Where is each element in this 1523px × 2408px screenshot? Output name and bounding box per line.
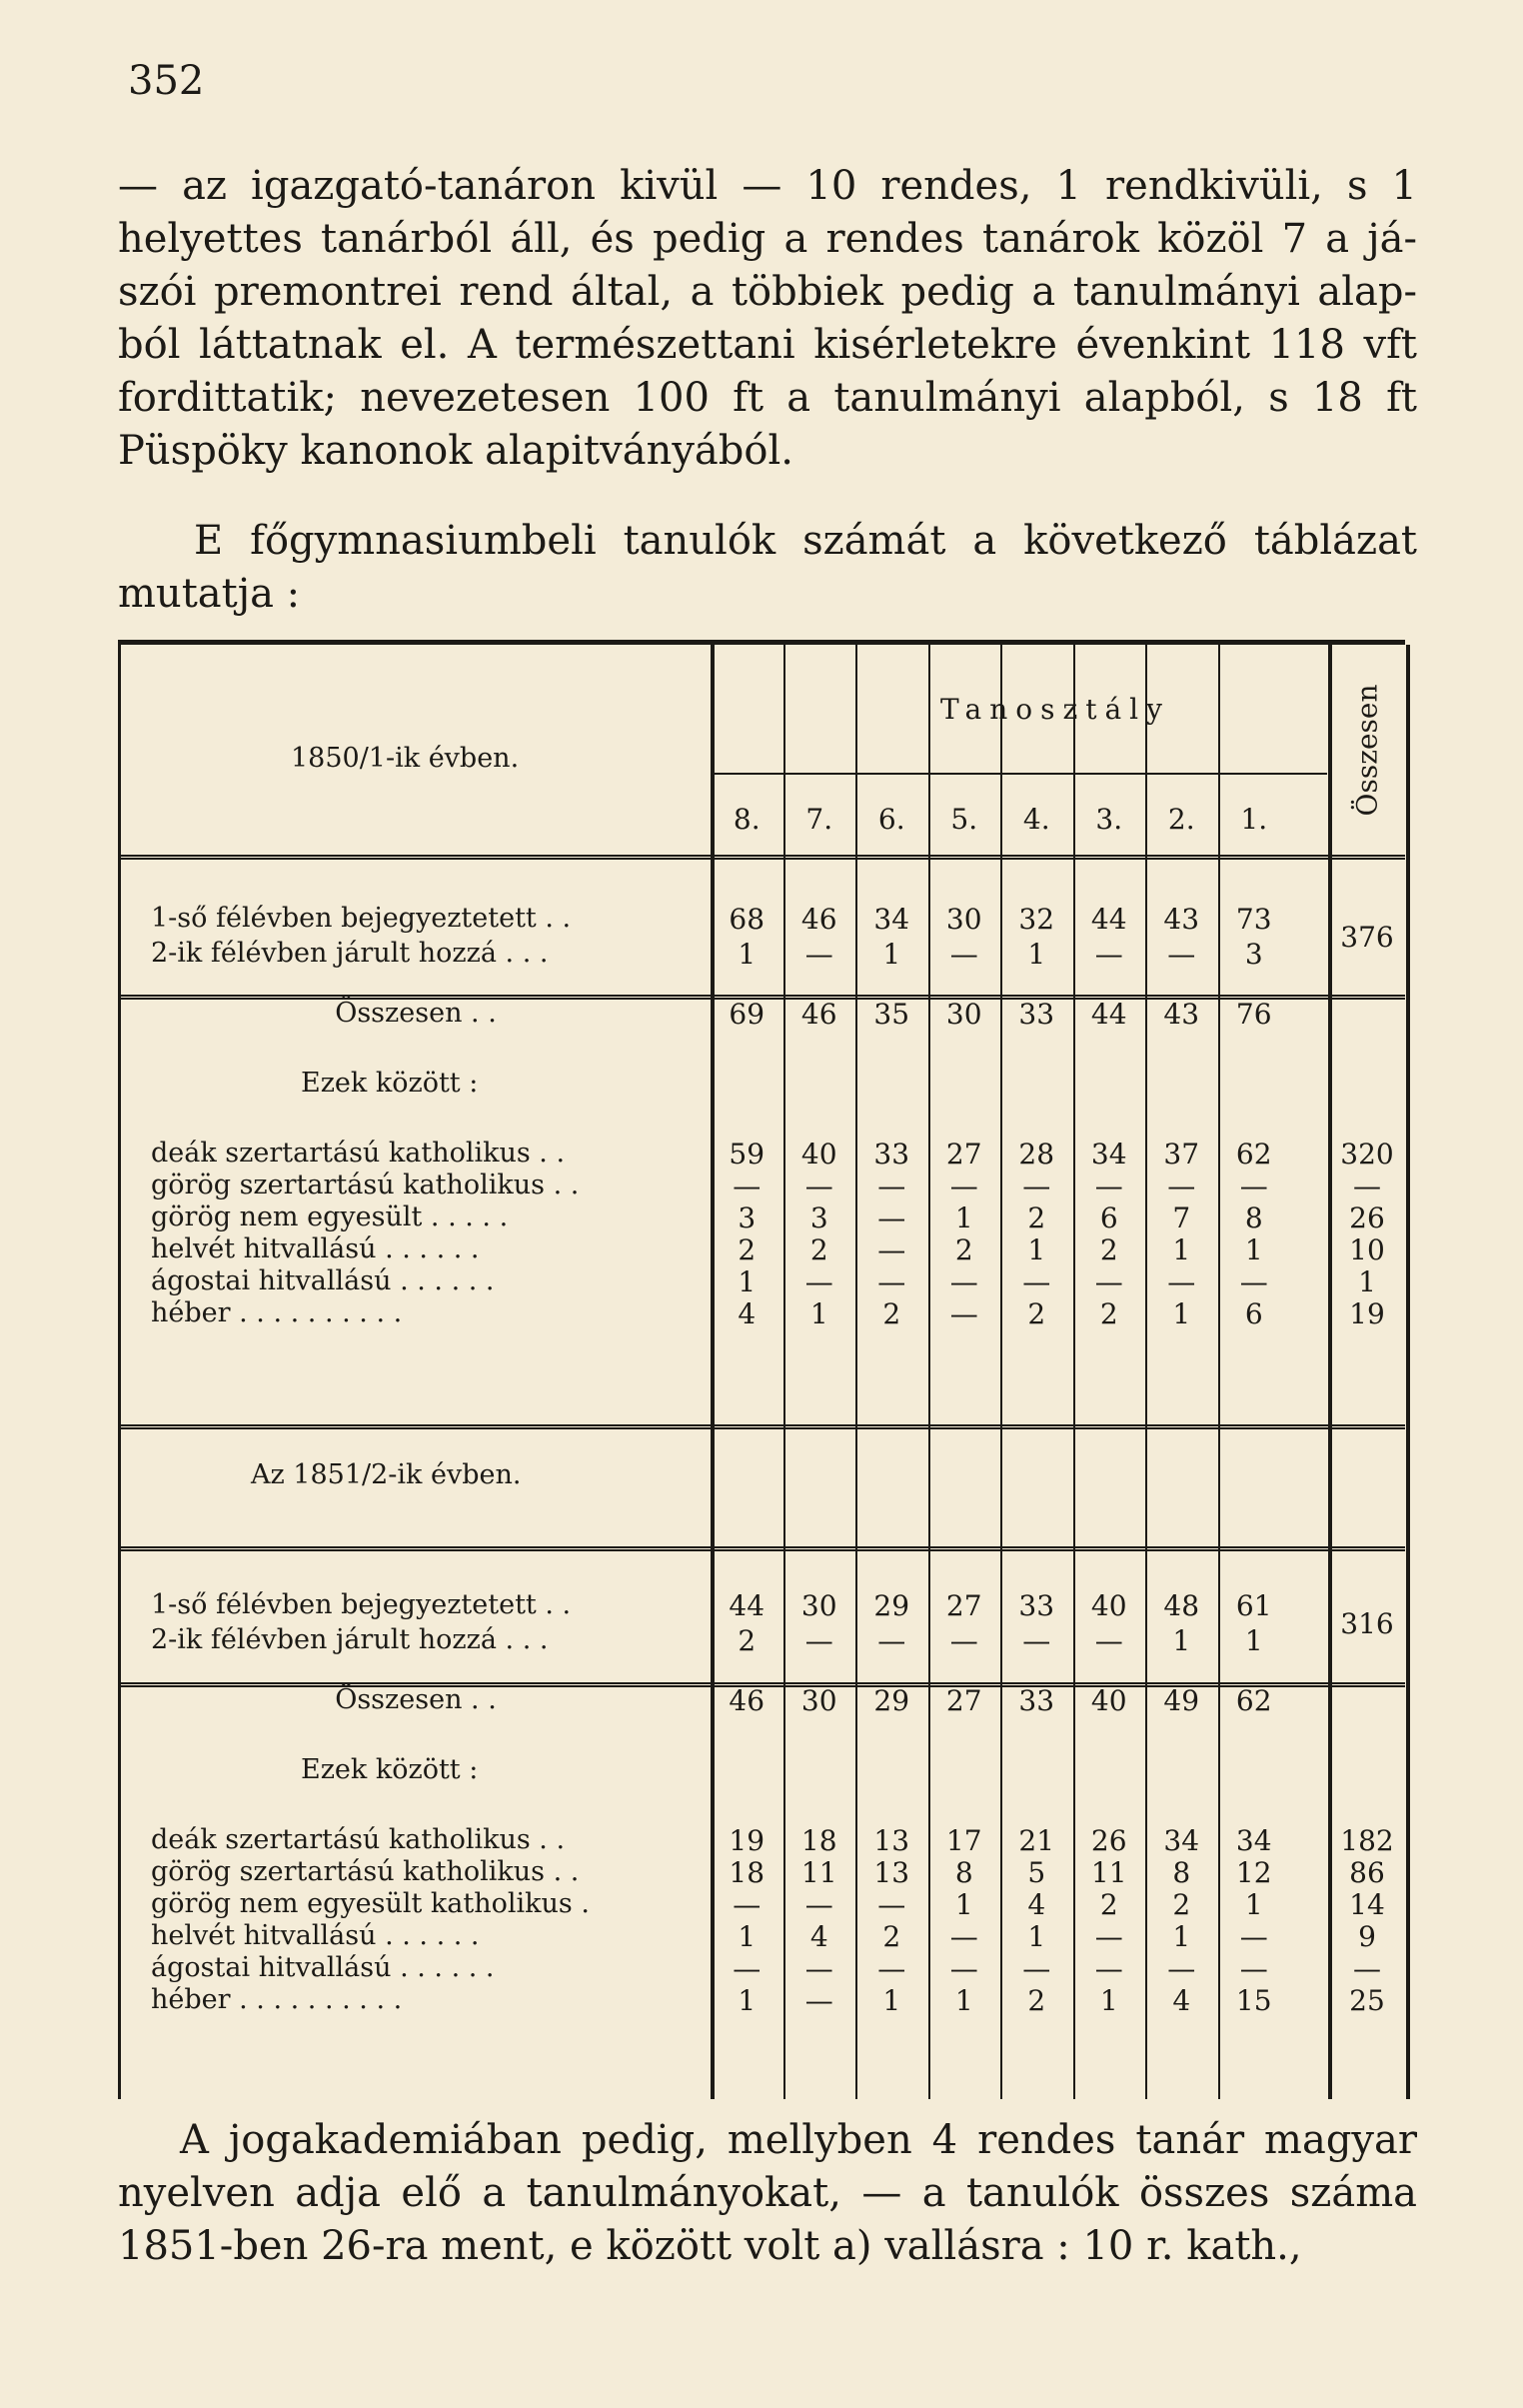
table-cell: — — [1022, 1624, 1051, 1657]
row-total-cell: 9 — [1358, 1920, 1376, 1953]
table-cell: 1 — [882, 938, 901, 971]
text-line: A jogakademiában pedig, mellyben 4 rendes tanár magyar — [180, 2117, 1417, 2163]
table-cell: 46 — [729, 1684, 765, 1717]
table-cell: 27 — [945, 1684, 982, 1717]
table-cell: 33 — [1018, 1684, 1055, 1717]
table-cell: 4 — [1027, 1888, 1046, 1921]
table-cell: 2 — [738, 1233, 757, 1266]
intro-paragraph — [118, 160, 1417, 478]
class-column-header: 7. — [805, 803, 833, 836]
table-cell: 2 — [1027, 1202, 1046, 1234]
table-cell: 1 — [882, 1984, 901, 2017]
table-cell: — — [949, 1265, 978, 1298]
table-cell: 2 — [809, 1233, 828, 1266]
text-line: 1851-ben 26-ra ment, e között volt a) vallásra : 10 r. kath., — [118, 2223, 1302, 2269]
table-cell: — — [1239, 1952, 1268, 1985]
table-cell: 17 — [945, 1824, 982, 1857]
table-cell: 1 — [1244, 1233, 1263, 1266]
table-cell: 44 — [1090, 998, 1127, 1031]
religion-row-label: deák szertartású katholikus . . — [151, 1824, 566, 1855]
header-total: Összesen — [1350, 684, 1384, 816]
religion-row-label: ágostai hitvallású . . . . . . — [151, 1952, 495, 1983]
enroll-total-cell: 316 — [1340, 1607, 1394, 1640]
table-cell: 40 — [1090, 1684, 1127, 1717]
table-cell: — — [949, 1952, 978, 1985]
table-cell: 2 — [954, 1233, 973, 1266]
table-cell: 73 — [1235, 903, 1272, 936]
table-cell: 44 — [729, 1589, 765, 1622]
table-cell: — — [949, 1920, 978, 1953]
table-cell: 1 — [1172, 1624, 1191, 1657]
table-cell: 44 — [1090, 903, 1127, 936]
header-bottom-rule — [121, 855, 1405, 860]
class-column-header: 5. — [950, 803, 978, 836]
table-cell: 2 — [882, 1297, 901, 1330]
table-cell: 62 — [1235, 1684, 1272, 1717]
table-cell: — — [804, 1624, 833, 1657]
religion-row-label: deák szertartású katholikus . . — [151, 1138, 566, 1169]
table-cell: 12 — [1235, 1856, 1272, 1889]
table-cell: 5 — [1027, 1856, 1046, 1889]
table-cell: 1 — [1027, 1233, 1046, 1266]
table-cell: 1 — [1172, 1233, 1191, 1266]
table-cell: 62 — [1235, 1138, 1272, 1171]
among-label: Ezek között : — [301, 1068, 479, 1099]
table-cell: — — [733, 1888, 762, 1921]
table-cell: — — [877, 1202, 906, 1234]
row-total-cell: 25 — [1349, 1984, 1385, 2017]
table-cell: 2 — [1027, 1984, 1046, 2017]
table-cell: — — [804, 1984, 833, 2017]
table-cell: 27 — [945, 1138, 982, 1171]
table-cell: — — [949, 938, 978, 971]
religion-row-label: helvét hitvallású . . . . . . — [151, 1233, 480, 1264]
table-cell: — — [949, 1170, 978, 1203]
table-cell: 8 — [954, 1856, 973, 1889]
sum-row-label: Összesen . . — [335, 998, 497, 1029]
religion-row-label: héber . . . . . . . . . . — [151, 1984, 403, 2015]
text-line: helyettes tanárból áll, és pedig a rendes tanárok közöl 7 a já- — [118, 216, 1417, 262]
table-cell: — — [1094, 938, 1123, 971]
table-cell: 34 — [1090, 1138, 1127, 1171]
table-cell: 26 — [1090, 1824, 1127, 1857]
table-cell: 61 — [1235, 1589, 1272, 1622]
table-cell: 2 — [1099, 1233, 1118, 1266]
header-divider — [711, 773, 1327, 775]
table-cell: 3 — [738, 1202, 757, 1234]
year-label-1851: Az 1851/2-ik évben. — [251, 1459, 522, 1490]
class-column-header: 8. — [733, 803, 761, 836]
enroll-row-label: 2-ik félévben járult hozzá . . . — [151, 938, 549, 969]
table-cell: — — [1022, 1265, 1051, 1298]
sum-row-label: Összesen . . — [335, 1684, 497, 1715]
table-cell: 30 — [945, 998, 982, 1031]
religion-row-label: helvét hitvallású . . . . . . — [151, 1920, 480, 1951]
table-cell: 11 — [1090, 1856, 1127, 1889]
enroll-row-label: 2-ik félévben járult hozzá . . . — [151, 1624, 549, 1655]
table-cell: 2 — [1099, 1888, 1118, 1921]
table-cell: 46 — [800, 903, 837, 936]
table-cell: 49 — [1163, 1684, 1200, 1717]
table-cell: 33 — [1018, 1589, 1055, 1622]
text-line: Püspöky kanonok alapitványából. — [118, 428, 793, 474]
table-cell: 40 — [800, 1138, 837, 1171]
section-divider — [121, 1424, 1405, 1429]
table-cell: 4 — [1172, 1984, 1191, 2017]
table-cell: — — [1022, 1952, 1051, 1985]
enroll-row-label: 1-ső félévben bejegyeztetett . . — [151, 1589, 572, 1620]
column-divider — [1406, 645, 1410, 2099]
table-cell: 27 — [945, 1589, 982, 1622]
table-cell: 11 — [800, 1856, 837, 1889]
page-number: 352 — [128, 58, 205, 104]
table-cell: 1 — [1172, 1920, 1191, 1953]
table-cell: 43 — [1163, 998, 1200, 1031]
table-cell: 7 — [1172, 1202, 1191, 1234]
table-cell: 1 — [1027, 938, 1046, 971]
table-cell: — — [804, 938, 833, 971]
table-cell: 69 — [729, 998, 765, 1031]
table-cell: 3 — [1244, 938, 1263, 971]
table-cell: 1 — [954, 1202, 973, 1234]
table-cell: 33 — [873, 1138, 910, 1171]
table-cell: 13 — [873, 1824, 910, 1857]
table-cell: 2 — [1099, 1297, 1118, 1330]
table-cell: 1 — [1099, 1984, 1118, 2017]
header-tanosztaly: Tanosztály — [940, 693, 1170, 726]
table-cell: 48 — [1163, 1589, 1200, 1622]
table-cell: — — [1239, 1265, 1268, 1298]
table-cell: — — [949, 1297, 978, 1330]
table-cell: — — [733, 1952, 762, 1985]
table-cell: — — [1239, 1920, 1268, 1953]
table-cell: — — [877, 1888, 906, 1921]
table-cell: — — [804, 1888, 833, 1921]
table-cell: 8 — [1244, 1202, 1263, 1234]
table-cell: 33 — [1018, 998, 1055, 1031]
table-intro-paragraph — [118, 515, 1417, 621]
student-statistics-table — [118, 640, 1405, 2099]
row-total-cell: 26 — [1349, 1202, 1385, 1234]
table-cell: — — [1094, 1265, 1123, 1298]
religion-row-label: görög szertartású katholikus . . — [151, 1170, 580, 1201]
table-cell: 2 — [1172, 1888, 1191, 1921]
table-cell: — — [1167, 938, 1196, 971]
table-cell: 40 — [1090, 1589, 1127, 1622]
table-cell: — — [877, 1952, 906, 1985]
table-cell: 2 — [1027, 1297, 1046, 1330]
table-cell: — — [1239, 1170, 1268, 1203]
table-cell: 30 — [945, 903, 982, 936]
table-cell: 6 — [1099, 1202, 1118, 1234]
row-total-cell: 10 — [1349, 1233, 1385, 1266]
table-cell: 1 — [738, 1265, 757, 1298]
enroll-row-label: 1-ső félévben bejegyeztetett . . — [151, 903, 572, 934]
table-cell: 2 — [738, 1624, 757, 1657]
class-column-header: 1. — [1240, 803, 1268, 836]
table-cell: 43 — [1163, 903, 1200, 936]
table-cell: — — [1167, 1952, 1196, 1985]
table-cell: 1 — [1027, 1920, 1046, 1953]
table-cell: 1 — [738, 1920, 757, 1953]
table-cell: 46 — [800, 998, 837, 1031]
among-label: Ezek között : — [301, 1754, 479, 1785]
religion-row-label: görög nem egyesült . . . . . — [151, 1202, 509, 1232]
text-line: — az igazgató-tanáron kivül — 10 rendes, 1 rendkivüli, s 1 — [118, 163, 1417, 209]
row-total-cell: 320 — [1340, 1138, 1394, 1171]
table-cell: 30 — [800, 1684, 837, 1717]
class-column-header: 3. — [1095, 803, 1123, 836]
table-cell: 8 — [1172, 1856, 1191, 1889]
table-cell: 76 — [1235, 998, 1272, 1031]
enroll-total-cell: 376 — [1340, 921, 1394, 954]
table-cell: 18 — [800, 1824, 837, 1857]
table-cell: 1 — [1244, 1888, 1263, 1921]
table-cell: 15 — [1235, 1984, 1272, 2017]
section-divider — [121, 1546, 1405, 1551]
row-total-cell: — — [1353, 1170, 1381, 1203]
table-cell: — — [1094, 1170, 1123, 1203]
table-cell: — — [804, 1952, 833, 1985]
table-cell: 68 — [729, 903, 765, 936]
closing-paragraph — [118, 2114, 1417, 2273]
text-line: nyelven adja elő a tanulmányokat, — a tanulók összes száma — [118, 2170, 1417, 2216]
table-cell: 34 — [1163, 1824, 1200, 1857]
table-cell: 1 — [738, 1984, 757, 2017]
header-year: 1850/1-ik évben. — [291, 743, 520, 774]
table-cell: — — [1022, 1170, 1051, 1203]
table-cell: 1 — [1244, 1624, 1263, 1657]
text-line: E főgymnasiumbeli tanulók számát a következő táblázat — [194, 518, 1417, 564]
table-cell: 21 — [1018, 1824, 1055, 1857]
table-cell: — — [804, 1170, 833, 1203]
religion-row-label: görög nem egyesült katholikus . — [151, 1888, 590, 1919]
table-cell: 1 — [1172, 1297, 1191, 1330]
table-cell: 1 — [738, 938, 757, 971]
table-cell: — — [1167, 1170, 1196, 1203]
religion-row-label: görög szertartású katholikus . . — [151, 1856, 580, 1887]
class-column-header: 4. — [1022, 803, 1050, 836]
table-cell: 34 — [1235, 1824, 1272, 1857]
row-total-cell: 86 — [1349, 1856, 1385, 1889]
table-cell: 28 — [1018, 1138, 1055, 1171]
table-cell: 35 — [873, 998, 910, 1031]
table-cell: — — [733, 1170, 762, 1203]
table-cell: 13 — [873, 1856, 910, 1889]
table-cell: 1 — [954, 1984, 973, 2017]
table-cell: 19 — [729, 1824, 765, 1857]
row-total-cell: — — [1353, 1952, 1381, 1985]
table-cell: 32 — [1018, 903, 1055, 936]
table-cell: 29 — [873, 1684, 910, 1717]
row-total-cell: 19 — [1349, 1297, 1385, 1330]
row-total-cell: 1 — [1358, 1265, 1376, 1298]
table-cell: 4 — [809, 1920, 828, 1953]
religion-row-label: ágostai hitvallású . . . . . . — [151, 1265, 495, 1296]
religion-row-label: héber . . . . . . . . . . — [151, 1297, 403, 1328]
table-cell: 3 — [809, 1202, 828, 1234]
row-total-cell: 14 — [1349, 1888, 1385, 1921]
text-line: ból láttatnak el. A természettani kisérletekre évenkint 118 vft — [118, 322, 1417, 368]
table-cell: 34 — [873, 903, 910, 936]
table-cell: — — [877, 1233, 906, 1266]
table-cell: 1 — [954, 1888, 973, 1921]
table-cell: — — [1094, 1920, 1123, 1953]
table-cell: 59 — [729, 1138, 765, 1171]
text-line: szói premontrei rend által, a többiek pedig a tanulmányi alap- — [118, 269, 1417, 315]
row-total-cell: 182 — [1340, 1824, 1394, 1857]
table-cell: — — [877, 1265, 906, 1298]
text-line: mutatja : — [118, 571, 301, 617]
table-cell: — — [1094, 1624, 1123, 1657]
table-cell: 37 — [1163, 1138, 1200, 1171]
table-cell: 6 — [1244, 1297, 1263, 1330]
table-cell: 2 — [882, 1920, 901, 1953]
class-column-header: 6. — [877, 803, 905, 836]
table-cell: 18 — [729, 1856, 765, 1889]
table-cell: 30 — [800, 1589, 837, 1622]
class-column-header: 2. — [1167, 803, 1195, 836]
table-cell: 29 — [873, 1589, 910, 1622]
table-cell: 1 — [809, 1297, 828, 1330]
table-cell: — — [1094, 1952, 1123, 1985]
text-line: fordittatik; nevezetesen 100 ft a tanulmányi alapból, s 18 ft — [118, 375, 1417, 421]
table-cell: — — [877, 1624, 906, 1657]
table-cell: — — [1167, 1265, 1196, 1298]
table-cell: 4 — [738, 1297, 757, 1330]
table-cell: — — [949, 1624, 978, 1657]
table-cell: — — [804, 1265, 833, 1298]
table-cell: — — [877, 1170, 906, 1203]
